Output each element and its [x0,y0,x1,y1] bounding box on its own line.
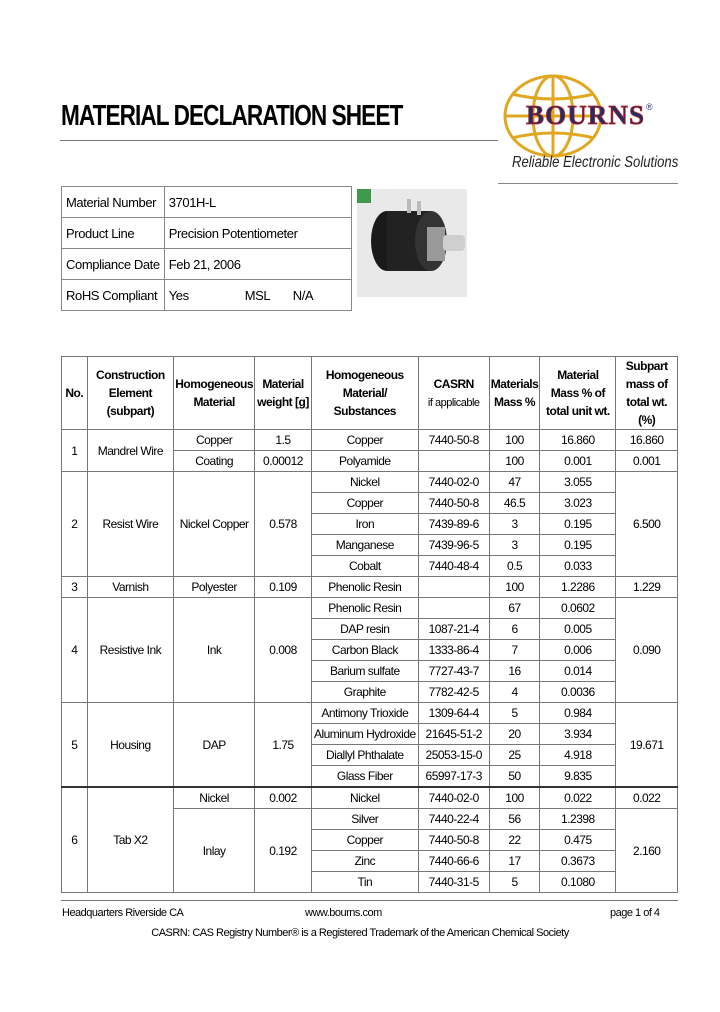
title-divider [60,140,498,141]
table-cell: 3 [489,514,540,535]
table-cell: 0.014 [540,661,616,682]
table-cell: 5 [489,703,540,724]
table-cell: 0.0036 [540,682,616,703]
table-row [62,598,678,619]
table-cell: 1309-64-4 [418,703,489,724]
table-cell: 5 [489,872,540,893]
product-photo [357,189,467,297]
compliance-date-value: Feb 21, 2006 [164,249,351,280]
table-cell: Nickel Copper [174,472,255,577]
table-cell: 7440-31-5 [418,872,489,893]
table-cell: 0.022 [616,787,678,809]
table-cell: 0.192 [255,809,312,893]
table-cell: Zinc [311,851,418,872]
table-cell: 2.160 [616,809,678,893]
material-number-label: Material Number [62,187,165,218]
table-cell: 3 [62,577,88,598]
table-cell: Nickel [311,787,418,809]
table-cell: 0.001 [616,451,678,472]
header-casrn: CASRN if applicable [418,357,489,430]
table-cell: 50 [489,766,540,788]
material-number-value: 3701H-L [164,187,351,218]
table-cell: 6 [489,619,540,640]
msl-value: N/A [289,280,352,311]
table-cell: Ink [174,598,255,703]
table-cell: DAP [174,703,255,788]
table-cell: 0.195 [540,535,616,556]
table-cell: 7439-89-6 [418,514,489,535]
table-cell: 7440-66-6 [418,851,489,872]
table-cell: 46.5 [489,493,540,514]
svg-text:®: ® [646,102,653,112]
table-cell: 4.918 [540,745,616,766]
table-cell: Coating [174,451,255,472]
rohs-label: RoHS Compliant [62,280,165,311]
table-row [62,577,678,598]
table-cell: Tab X2 [87,787,174,893]
table-cell: 67 [489,598,540,619]
table-cell: 7440-02-0 [418,472,489,493]
table-cell: 16 [489,661,540,682]
table-cell: 3 [489,535,540,556]
table-cell: Phenolic Resin [311,577,418,598]
table-cell: 0.3673 [540,851,616,872]
table-cell: 0.008 [255,598,312,703]
table-cell: 25 [489,745,540,766]
table-cell: Silver [311,809,418,830]
table-cell: 0.001 [540,451,616,472]
table-cell: 7440-50-8 [418,430,489,451]
table-cell: 3.055 [540,472,616,493]
table-cell: 25053-15-0 [418,745,489,766]
table-cell: DAP resin [311,619,418,640]
header-element: Construction Element (subpart) [87,357,174,430]
table-cell: 4 [489,682,540,703]
table-row [62,430,678,451]
table-cell: Copper [311,493,418,514]
table-cell: 1.75 [255,703,312,788]
table-cell: 16.860 [540,430,616,451]
table-cell: Resist Wire [87,472,174,577]
table-cell: Diallyl Phthalate [311,745,418,766]
table-cell: 6 [62,787,88,893]
header-material: Homogeneous Material [174,357,255,430]
table-cell: Tin [311,872,418,893]
tagline: Reliable Electronic Solutions [512,154,679,171]
svg-text:BOURNS: BOURNS [526,100,644,130]
table-cell: 4 [62,598,88,703]
table-cell: Polyester [174,577,255,598]
logo-divider [498,183,678,184]
table-cell: 0.109 [255,577,312,598]
materials-table [61,356,678,893]
header-no: No. [62,357,88,430]
table-cell: Carbon Black [311,640,418,661]
header-weight: Material weight [g] [255,357,312,430]
table-cell: 0.1080 [540,872,616,893]
table-cell: 56 [489,809,540,830]
product-info-table [61,186,352,311]
table-cell: 7 [489,640,540,661]
table-cell: 0.5 [489,556,540,577]
footer-divider [61,900,678,901]
table-cell: 7440-22-4 [418,809,489,830]
compliance-date-label: Compliance Date [62,249,165,280]
table-cell: 1333-86-4 [418,640,489,661]
table-cell: 0.090 [616,598,678,703]
table-cell: 0.002 [255,787,312,809]
table-cell: 0.195 [540,514,616,535]
table-cell: 22 [489,830,540,851]
msl-label: MSL [241,280,289,311]
table-cell: Resistive Ink [87,598,174,703]
table-cell: 47 [489,472,540,493]
table-cell: Barium sulfate [311,661,418,682]
table-cell: 65997-17-3 [418,766,489,788]
table-cell: 0.0602 [540,598,616,619]
header-substances: Homogeneous Material/ Substances [311,357,418,430]
table-cell: Cobalt [311,556,418,577]
table-cell: 0.022 [540,787,616,809]
table-cell: Copper [311,430,418,451]
table-cell [418,598,489,619]
table-cell: 20 [489,724,540,745]
table-cell: 7782-42-5 [418,682,489,703]
table-cell: 7440-48-4 [418,556,489,577]
header-subpart-pct: Subpart mass of total wt. (%) [616,357,678,430]
table-cell: 0.984 [540,703,616,724]
footer-casrn-note: CASRN: CAS Registry Number® is a Registered Trademark of the American Chemical Society [151,927,569,939]
table-cell: 100 [489,787,540,809]
table-cell: 100 [489,577,540,598]
table-cell: 1.2398 [540,809,616,830]
table-cell: 9.835 [540,766,616,788]
table-cell: 3.934 [540,724,616,745]
table-cell: Aluminum Hydroxide [311,724,418,745]
table-cell: Antimony Trioxide [311,703,418,724]
table-cell: 5 [62,703,88,788]
table-cell: 1 [62,430,88,472]
table-cell: 0.005 [540,619,616,640]
table-cell: 0.00012 [255,451,312,472]
table-cell: Inlay [174,809,255,893]
table-cell: 19.671 [616,703,678,788]
table-cell: 7439-96-5 [418,535,489,556]
table-cell: 0.475 [540,830,616,851]
table-cell [418,451,489,472]
table-cell: 21645-51-2 [418,724,489,745]
product-line-label: Product Line [62,218,165,249]
table-row [62,787,678,809]
table-cell [418,577,489,598]
table-cell: 6.500 [616,472,678,577]
table-cell: Nickel [174,787,255,809]
table-cell: 1087-21-4 [418,619,489,640]
table-cell: Housing [87,703,174,788]
rohs-value: Yes [164,280,241,311]
table-cell: 7440-50-8 [418,830,489,851]
table-cell: 100 [489,451,540,472]
table-cell: Copper [174,430,255,451]
table-cell: 2 [62,472,88,577]
table-cell: Iron [311,514,418,535]
table-cell: 17 [489,851,540,872]
footer-headquarters: Headquarters Riverside CA [62,907,184,919]
table-row [62,703,678,724]
table-cell: Mandrel Wire [87,430,174,472]
table-cell: 7440-50-8 [418,493,489,514]
table-cell: 16.860 [616,430,678,451]
table-cell: Phenolic Resin [311,598,418,619]
table-cell: 1.2286 [540,577,616,598]
footer-website-link[interactable]: www.bourns.com [305,907,382,919]
table-cell: Graphite [311,682,418,703]
table-cell: Glass Fiber [311,766,418,788]
table-cell: Copper [311,830,418,851]
table-cell: 0.006 [540,640,616,661]
table-cell: 3.023 [540,493,616,514]
table-cell: 100 [489,430,540,451]
table-cell: Nickel [311,472,418,493]
table-cell: 1.229 [616,577,678,598]
table-cell: Polyamide [311,451,418,472]
table-cell: 7440-02-0 [418,787,489,809]
header-unit-pct: Material Mass % of total unit wt. [540,357,616,430]
table-cell: 0.578 [255,472,312,577]
product-line-value: Precision Potentiometer [164,218,351,249]
footer-page-number: page 1 of 4 [610,907,660,919]
table-cell: Manganese [311,535,418,556]
page-title: MATERIAL DECLARATION SHEET [61,100,403,132]
header-mass: Materials Mass % [489,357,540,430]
table-cell: 0.033 [540,556,616,577]
table-cell: 1.5 [255,430,312,451]
table-cell: Varnish [87,577,174,598]
table-cell: 7727-43-7 [418,661,489,682]
table-row [62,472,678,493]
